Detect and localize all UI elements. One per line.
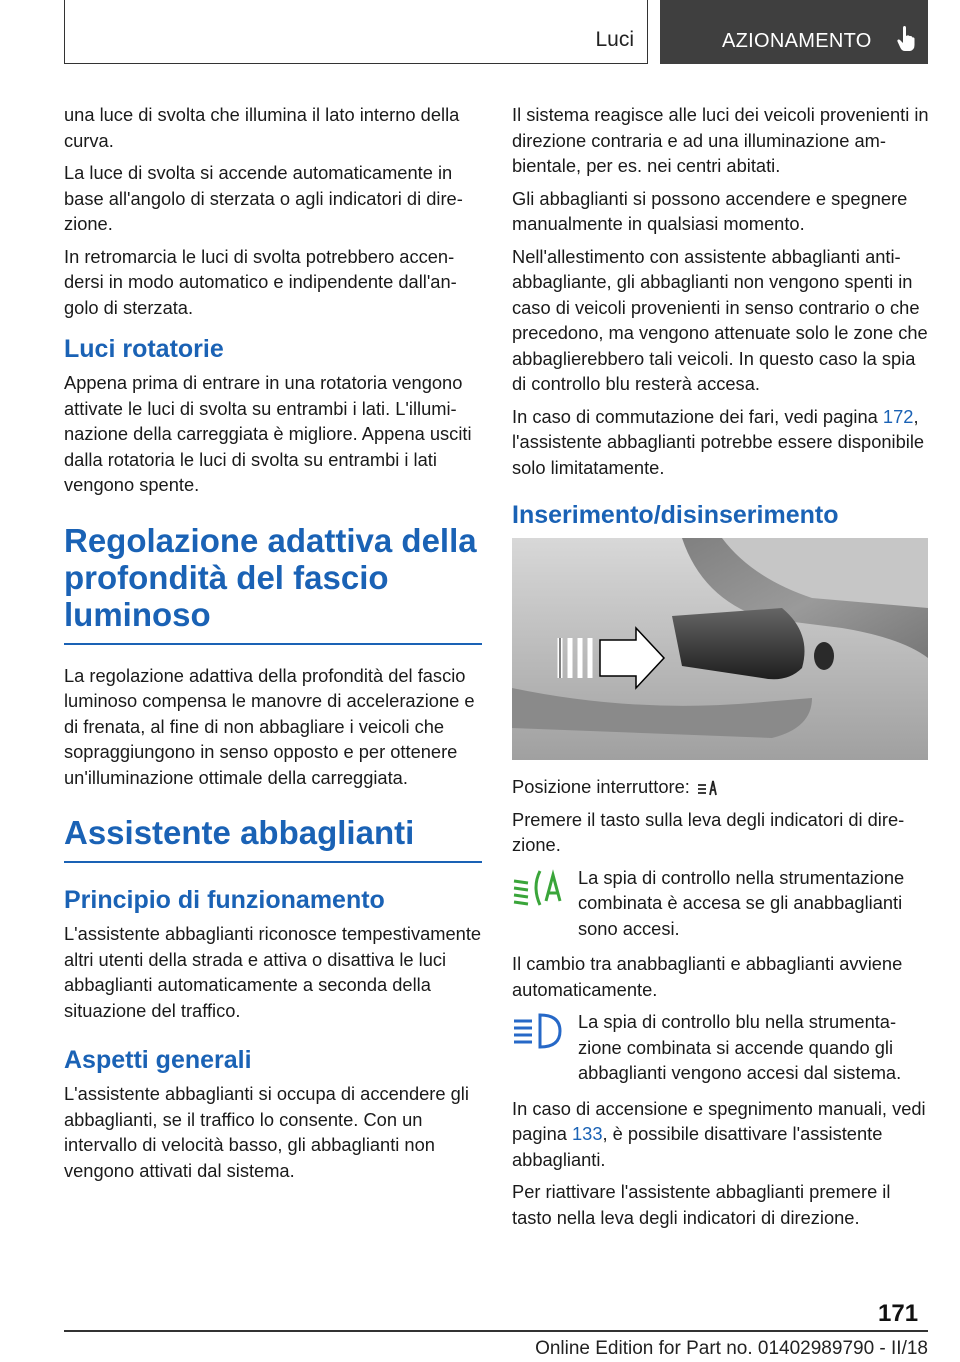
- paragraph: Appena prima di entrare in una rotatoria vengono attivate le luci di svolta su entrambi i lati. L'illuminazione della carreggiata è migliore. Appena usciti dalla rotatoria le luci di svolta su entrambi i lati vengono spente.: [64, 372, 472, 495]
- high-beam-assist-switch-icon: [696, 777, 720, 799]
- pointing-hand-icon: [896, 26, 916, 52]
- heading-aspetti-generali: Aspetti generali: [64, 1046, 252, 1074]
- section-title: Luci: [595, 28, 634, 51]
- heading-inserimento: Inserimento/disinserimento: [512, 501, 839, 529]
- paragraph: Il cambio tra anabbaglianti e abbaglianti avviene automaticamente.: [512, 953, 903, 1000]
- paragraph: L'assistente abbaglianti riconosce tempestivamente altri utenti della strada e attiva o disattiva le luci abbaglianti automaticamente a seconda della situazione del traffico.: [64, 923, 482, 1021]
- heading-principio: Principio di funzionamento: [64, 886, 385, 914]
- chapter-tab: [660, 0, 928, 64]
- chapter-title: AZIONAMENTO: [722, 30, 872, 52]
- heading-luci-rotatorie: Luci rotatorie: [64, 335, 224, 363]
- paragraph: una luce di svolta che illumina il lato interno della curva.: [64, 104, 460, 151]
- paragraph: L'assistente abbaglianti si occupa di accendere gli abbaglianti, se il traffico lo consente. Con un intervallo di velocità basso, gli abbaglianti non vengono attivati dal sistema.: [64, 1083, 469, 1181]
- paragraph: In caso di commutazione dei fari, vedi pagina 172, l'assistente abbaglianti potrebbe essere disponibile solo limitatamente.: [512, 405, 925, 478]
- footer-divider: [64, 1330, 928, 1332]
- header-box: [64, 0, 648, 64]
- paragraph: In retromarcia le luci di svolta potrebbero accendersi in modo automatico e indipendente dall'angolo di sterzata.: [64, 245, 457, 318]
- high-beam-indicator-icon: [512, 1011, 564, 1053]
- right-column: [512, 102, 932, 1237]
- paragraph: Premere il tasto sulla leva degli indicatori di direzione.: [512, 808, 905, 855]
- paragraph: In caso di accensione e spegnimento manuali, vedi pagina 133, è possibile disattivare l'assistente abbaglianti.: [512, 1097, 926, 1170]
- left-column: [64, 102, 482, 1190]
- paragraph: Per riattivare l'assistente abbaglianti premere il tasto nella leva degli indicatori di direzione.: [512, 1181, 891, 1228]
- page-number: 171: [878, 1300, 919, 1327]
- turn-signal-lever-photo: [512, 538, 928, 760]
- paragraph: Nell'allestimento con assistente abbaglianti antiabbagliante, gli abbaglianti non vengono spenti in caso di veicoli provenienti in senso contrario o che precedono, ma vengono attenuate solo le zone che abbaglierebbero tali veicoli. In questo caso la spia di controllo blu resterà accesa.: [512, 245, 928, 394]
- paragraph: Gli abbaglianti si possono accendere e spegnere manualmente in qualsiasi momento.: [512, 187, 908, 234]
- paragraph: Posizione interruttore:: [512, 774, 932, 800]
- low-beam-assist-indicator-icon: [512, 867, 564, 909]
- low-beam-indicator-row: La spia di controllo nella strumentazione combinata è accesa se gli anabbaglianti sono accesi.: [512, 865, 932, 942]
- heading-regolazione-adattiva: Regolazione adattiva della profondità del fascio luminoso: [64, 522, 482, 645]
- high-beam-indicator-row: La spia di controllo blu nella strumentazione combinata si accende quando gli abbaglianti vengono accesi dal sistema.: [512, 1009, 932, 1086]
- footer-edition: Online Edition for Part no. 01402989790 - II/18: [535, 1338, 928, 1359]
- paragraph: La luce di svolta si accende automaticamente in base all'angolo di sterzata o agli indicatori di direzione.: [64, 162, 463, 234]
- page-link-133[interactable]: 133: [571, 1123, 603, 1144]
- paragraph: La regolazione adattiva della profondità del fascio luminoso compensa le manovre di accelerazione e di frenata, al fine di non abbagliare i veicoli che sopraggiungono in senso opposto e per ottenere un'illuminazione ottimale della carreggiata.: [64, 664, 475, 788]
- heading-assistente-abbaglianti: Assistente abbaglianti: [64, 814, 482, 863]
- paragraph: Il sistema reagisce alle luci dei veicoli provenienti in direzione contraria e ad una illuminazione ambientale, per es. nei centri abitati.: [512, 104, 929, 176]
- page-link-172[interactable]: 172: [882, 405, 914, 427]
